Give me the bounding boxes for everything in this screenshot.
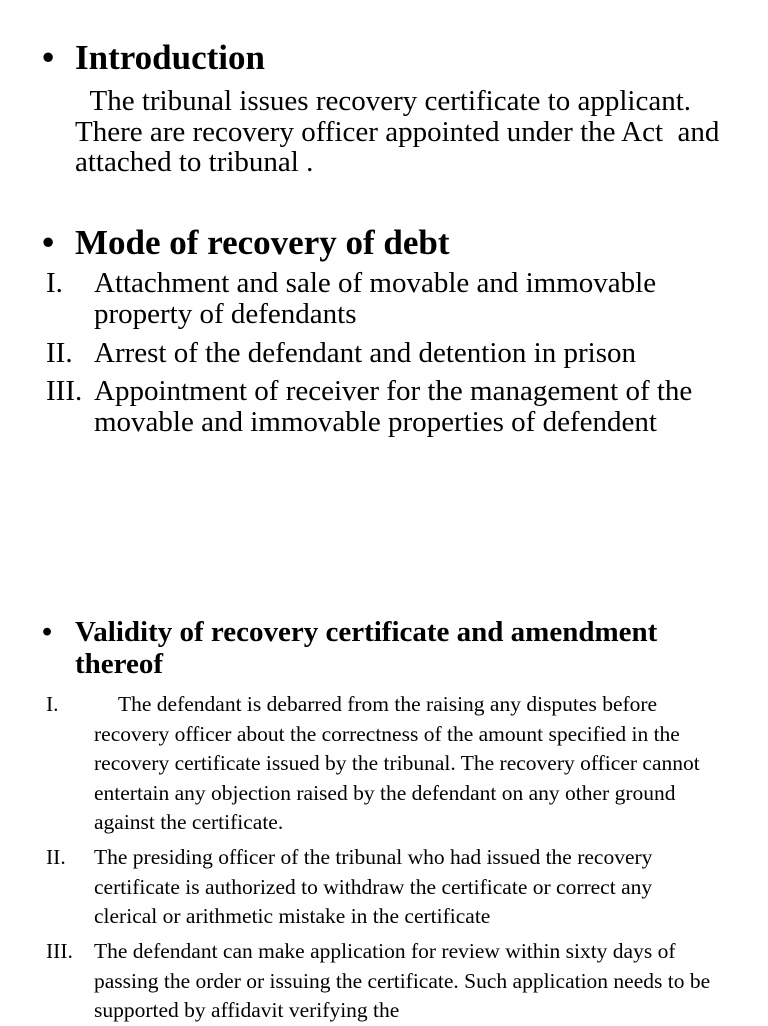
mode-heading-text: Mode of recovery of debt (75, 223, 450, 262)
bullet-icon: • (42, 38, 55, 77)
bullet-icon: • (42, 616, 53, 648)
item-number: II. (46, 337, 73, 369)
item-number: III. (46, 939, 73, 963)
item-text: The presiding officer of the tribunal who had issued the recovery certificate is authorized to withdraw the certificate or correct any clerical or arithmetic mistake in the certificate (94, 845, 653, 928)
bullet-icon: • (42, 223, 55, 262)
intro-heading-text: Introduction (75, 38, 265, 77)
item-number: II. (46, 845, 66, 869)
item-text: The defendant can make application for review within sixty days of passing the order or issuing the certificate. Such application needs to be supported by affidavit verifying the (94, 939, 711, 1022)
item-text: Attachment and sale of movable and immovable property of defendants (94, 267, 657, 330)
item-text: Arrest of the defendant and detention in prison (94, 337, 636, 369)
validity-heading-text: Validity of recovery certificate and amendment thereof (75, 616, 658, 680)
item-number: I. (46, 267, 63, 299)
item-text: The defendant is debarred from the raising any disputes before recovery officer about the correctness of the amount specified in the recovery certificate issued by the tribunal. The recovery officer cannot entertain any objection raised by the defendant on any other ground against the certificate. (94, 692, 700, 834)
item-number: III. (46, 375, 83, 407)
item-text: Appointment of receiver for the management of the movable and immovable properties of defendent (94, 375, 693, 438)
item-number: I. (46, 692, 59, 716)
intro-paragraph: The tribunal issues recovery certificate to applicant. There are recovery officer appointed under the Act and attached to tribunal . (75, 85, 727, 178)
